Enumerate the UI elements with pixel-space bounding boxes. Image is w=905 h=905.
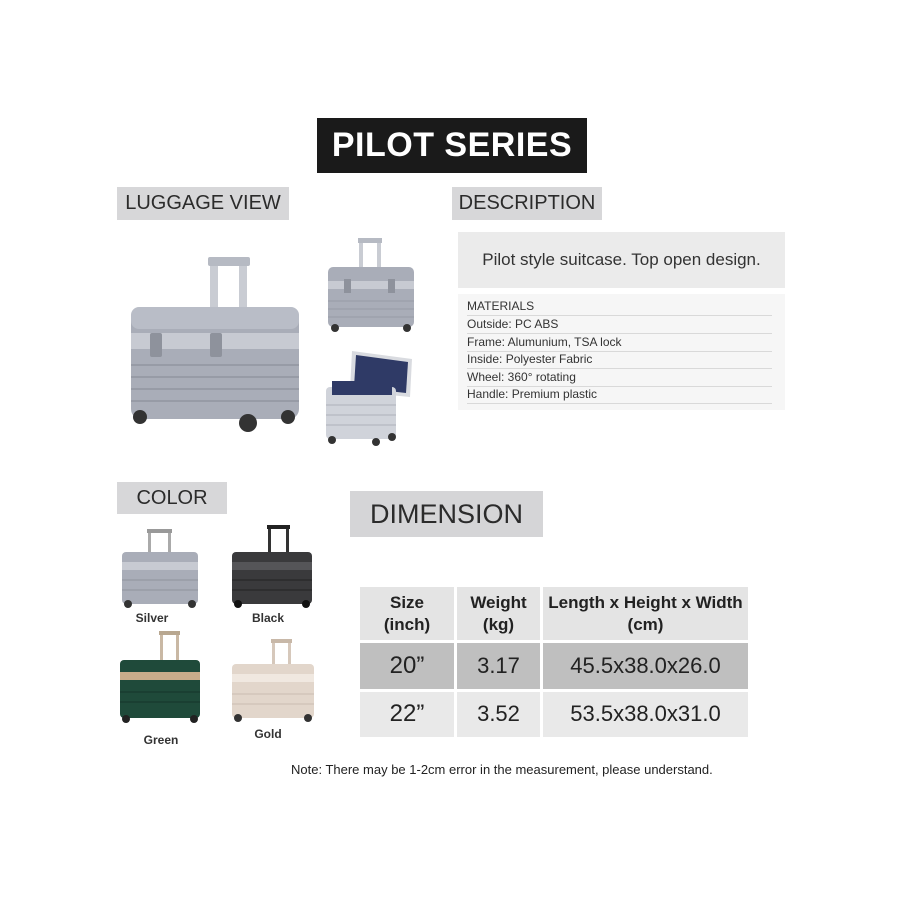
page-title: PILOT SERIES: [317, 118, 587, 173]
color-silver-image: [120, 528, 200, 610]
dimension-label: DIMENSION: [350, 491, 543, 537]
color-caption-green: Green: [143, 733, 179, 747]
cell-dimensions: 45.5x38.0x26.0: [543, 643, 748, 688]
color-gold-image: [230, 638, 316, 724]
header-weight-line1: Weight: [470, 592, 527, 612]
measurement-note: Note: There may be 1-2cm error in the measurement, please understand.: [291, 762, 713, 777]
dimension-table: [357, 584, 751, 740]
luggage-main-image: [128, 255, 303, 435]
material-item: Outside: PC ABS: [467, 316, 772, 334]
color-caption-black: Black: [251, 611, 285, 625]
description-label: DESCRIPTION: [452, 187, 602, 220]
color-black-image: [230, 524, 314, 610]
luggage-view-label: LUGGAGE VIEW: [117, 187, 289, 220]
cell-dimensions: 53.5x38.0x31.0: [543, 692, 748, 737]
color-caption-silver: Silver: [135, 611, 169, 625]
cell-size: 22”: [360, 692, 454, 737]
material-item: Handle: Premium plastic: [467, 386, 772, 404]
header-dimensions-line2: (cm): [627, 614, 664, 634]
materials-list: [458, 294, 785, 410]
description-text: Pilot style suitcase. Top open design.: [458, 232, 785, 288]
header-dimensions: [543, 587, 748, 640]
materials-heading: MATERIALS: [467, 298, 772, 316]
cell-weight: 3.52: [457, 692, 540, 737]
cell-weight: 3.17: [457, 643, 540, 688]
header-dimensions-line1: Length x Height x Width: [548, 592, 743, 612]
color-caption-gold: Gold: [254, 727, 282, 741]
header-weight-line2: (kg): [482, 614, 515, 634]
color-label: COLOR: [117, 482, 227, 514]
table-header-row: [360, 587, 748, 640]
cell-size: 20”: [360, 643, 454, 688]
header-weight: [457, 587, 540, 640]
color-green-image: [118, 630, 202, 726]
luggage-open-image: [322, 347, 418, 447]
material-item: Frame: Alumunium, TSA lock: [467, 334, 772, 352]
header-size: [360, 587, 454, 640]
table-row: [360, 643, 748, 688]
material-item: Inside: Polyester Fabric: [467, 351, 772, 369]
header-size-line2: (inch): [383, 614, 431, 634]
header-size-line1: Size: [389, 592, 425, 612]
material-item: Wheel: 360° rotating: [467, 369, 772, 387]
luggage-front-image: [326, 237, 416, 335]
table-row: [360, 692, 748, 737]
